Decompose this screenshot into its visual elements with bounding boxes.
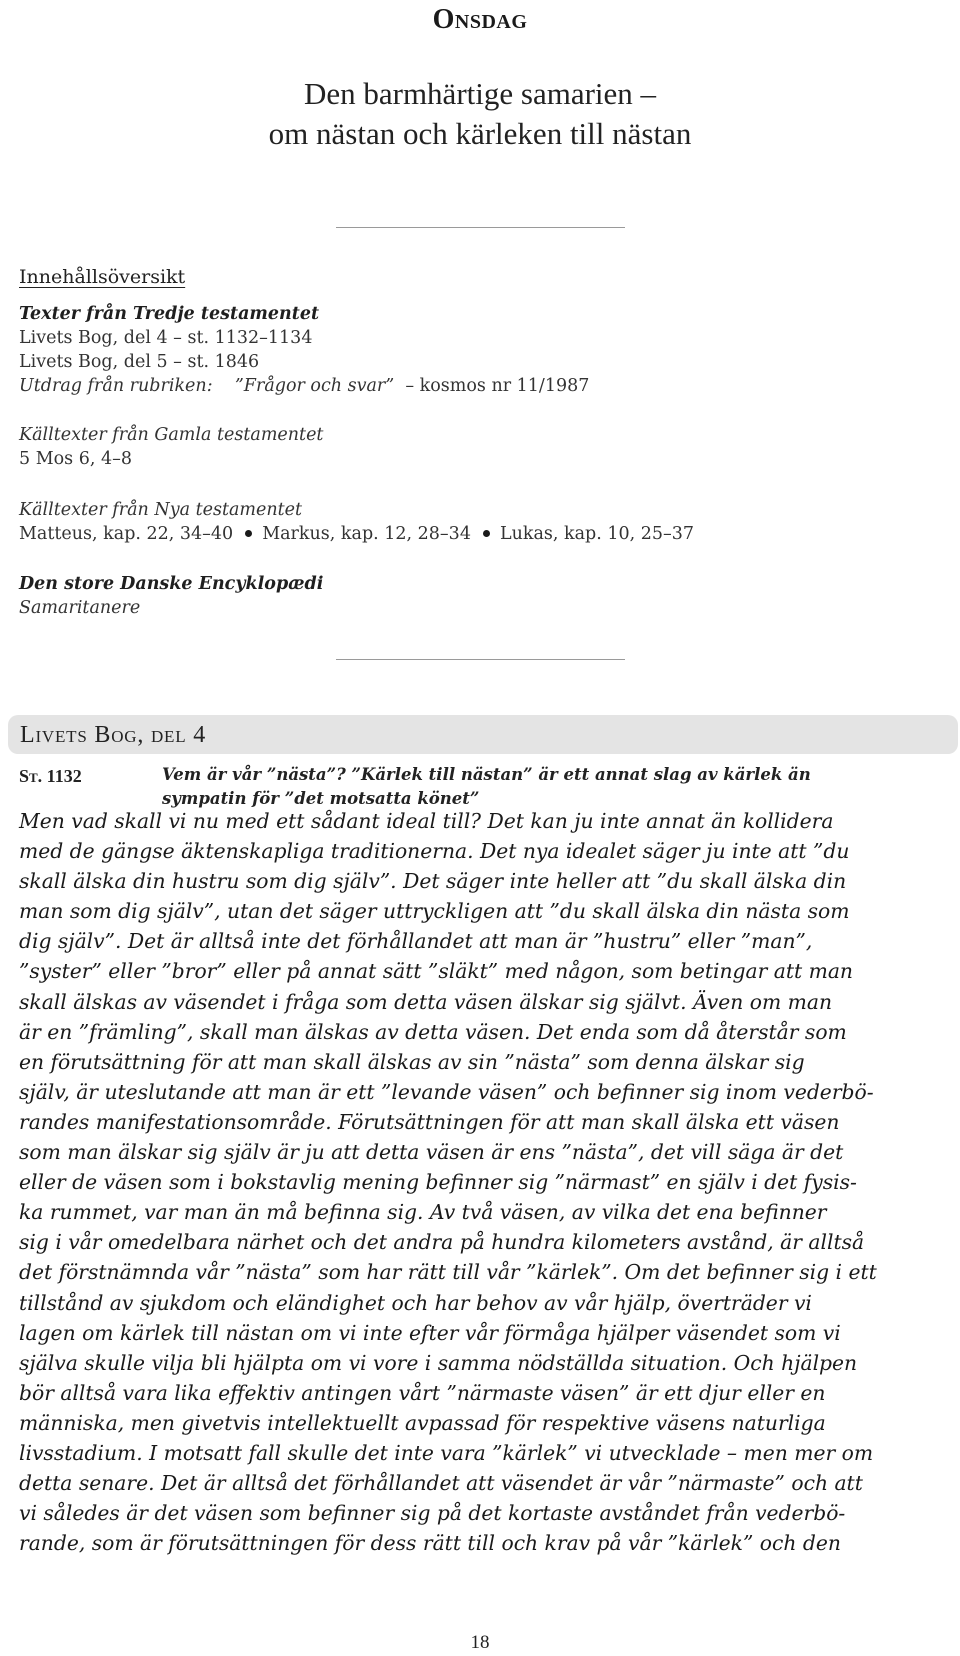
toc-group-heading: Källtexter från Nya testamentet [19, 500, 303, 520]
body-line: vi således är det väsen som befinner sig på det kortaste avståndet från vederbö- [19, 1501, 846, 1526]
body-line: tillstånd av sjukdom och eländighet och har behov av vår hjälp, överträder vi [19, 1290, 812, 1315]
body-line: ”syster” eller ”bror” eller på annat sätt ”släkt” med någon, som betingar att man [19, 959, 853, 984]
body-line: skall älska din hustru som dig själv”. Det säger inte heller att ”du skall älska din [19, 869, 847, 894]
body-text [19, 806, 944, 1558]
toc-old-testament [19, 423, 323, 471]
toc-excerpt-label: Utdrag från rubriken: [19, 376, 213, 396]
body-line: eller de väsen som i bokstavlig mening befinner sig ”närmast” en själv i det fysis- [19, 1170, 857, 1195]
body-line: skall älskas av väsendet i fråga som detta väsen älskar sig självt. Även om man [19, 989, 833, 1014]
toc-line: 5 Mos 6, 4–8 [19, 449, 132, 469]
body-line: lagen om kärlek till nästan om vi inte efter vår förmåga hjälper väsendet som vi [19, 1320, 841, 1345]
body-line: sig i vår omedelbara närhet och det andra på hundra kilometers avstånd, är alltså [19, 1230, 865, 1255]
body-line: människa, men givetvis intellektuellt avpassad för respektive väsens naturliga [19, 1410, 826, 1435]
body-line: ka rummet, var man än må befinna sig. Av två väsen, av vilka det ena befinner [19, 1200, 827, 1225]
toc-refs-line [19, 522, 694, 546]
section-title: Livets Bog, del 4 [20, 722, 207, 748]
body-line: Men vad skall vi nu med ett sådant ideal till? Det kan ju inte annat än kollidera [19, 809, 834, 833]
toc-ref: Markus, kap. 12, 28–34 [262, 524, 471, 544]
body-line: med de gängse äktenskapliga traditionerna. Det nya idealet säger ju inte att ”du [19, 839, 850, 864]
toc-heading: Innehållsöversikt [19, 266, 186, 288]
toc-line: Livets Bog, del 5 – st. 1846 [19, 352, 260, 372]
body-line: dig själv”. Det är alltså inte det förhållandet att man är ”hustru” eller ”man”, [19, 929, 813, 954]
body-line: det förstnämnda vår ”nästa” som har rätt till vår ”kärlek”. Om det befinner sig i ett [19, 1260, 877, 1285]
body-line: bör alltså vara lika effektiv antingen vårt ”närmaste väsen” är ett djur eller en [19, 1380, 826, 1405]
chapter-title-line: Den barmhärtige samarien – [303, 76, 657, 111]
toc-group-heading: Den store Danske Encyklopædi [19, 574, 324, 594]
stanza-heading-line: sympatin för ”det motsatta könet” [162, 789, 480, 808]
toc-third-testament [19, 302, 589, 398]
bullet-icon [245, 530, 252, 537]
body-line: själva skulle vilja bli hjälpta om vi vore i samma nödställda situation. Och hjälpen [19, 1350, 858, 1375]
toc-excerpt-line [19, 374, 589, 398]
toc-line: Livets Bog, del 4 – st. 1132–1134 [19, 328, 313, 348]
divider-rule [336, 227, 625, 228]
toc-new-testament [19, 498, 694, 546]
bullet-icon [483, 530, 490, 537]
stanza-heading [162, 763, 811, 811]
toc-encyclopedia [19, 572, 323, 620]
stanza-label: St. 1132 [19, 766, 82, 786]
body-line: själv, är uteslutande att man är ett ”levande väsen” och befinner sig inom vederbö- [19, 1079, 874, 1104]
toc-ref: Lukas, kap. 10, 25–37 [499, 524, 695, 544]
body-line: rande, som är förutsättningen för dess rätt till och krav på vår ”kärlek” och den [19, 1531, 841, 1556]
divider-rule [336, 659, 625, 660]
body-line: livsstadium. I motsatt fall skulle det inte vara ”kärlek” vi utvecklade – men mer om [19, 1440, 874, 1465]
chapter-title-line: om nästan och kärleken till nästan [268, 116, 692, 151]
body-line: man som dig själv”, utan det säger uttryckligen att ”du skall älska din nästa som [19, 899, 850, 924]
body-line: detta senare. Det är alltså det förhållandet att väsendet är vår ”närmaste” och att [19, 1471, 863, 1496]
page-number: 18 [470, 1632, 490, 1653]
toc-line: Samaritanere [19, 598, 141, 618]
toc-excerpt-source: – kosmos nr 11/1987 [405, 376, 590, 396]
day-heading: Onsdag [432, 4, 528, 35]
body-line: randes manifestationsområde. Förutsättningen för att man skall älska ett väsen [19, 1109, 840, 1134]
chapter-title [0, 74, 960, 154]
toc-group-heading: Texter från Tredje testamentet [19, 304, 320, 324]
toc-ref: Matteus, kap. 22, 34–40 [19, 524, 234, 544]
toc-excerpt-title: ”Frågor och svar” [234, 376, 395, 396]
body-line: som man älskar sig själv är ju att detta väsen är ens ”nästa”, det vill säga är det [19, 1140, 844, 1165]
body-line: är en ”främling”, skall man älskas av detta väsen. Det enda som då återstår som [19, 1019, 847, 1044]
toc-group-heading: Källtexter från Gamla testamentet [19, 425, 324, 445]
body-line: en förutsättning för att man skall älskas av sin ”nästa” som denna älskar sig [19, 1049, 805, 1074]
stanza-heading-line: Vem är vår ”nästa”? ”Kärlek till nästan” är ett annat slag av kärlek än [162, 765, 811, 784]
